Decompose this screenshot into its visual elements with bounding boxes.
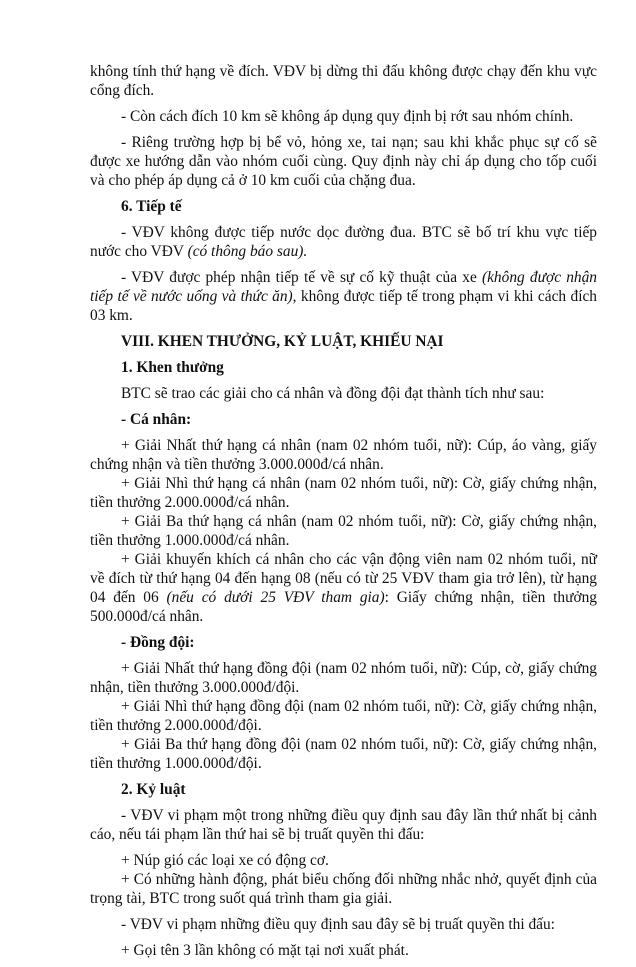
text: - VĐV được phép nhận tiếp tế về sự cố kỹ thuật của xe — [121, 269, 482, 286]
paragraph-continuation: không tính thứ hạng về đích. VĐV bị dừng thi đấu không được chạy đến khu vực cổng đích. — [90, 63, 597, 99]
text: - VĐV không được tiếp nước dọc đường đua. BTC sẽ bố trí khu vực tiếp nước cho VĐV — [90, 224, 597, 260]
paragraph-technical-support — [90, 268, 597, 325]
award-individual-3: + Giải Ba thứ hạng cá nhân (nam 02 nhóm tuổi, nữ): Cờ, giấy chứng nhận, tiền thưởng 1.000.000đ/cá nhân. — [90, 513, 597, 549]
text: , không được tiếp tế trong phạm vi khi cách đích 03 km. — [90, 288, 598, 324]
rule-item-2: + Có những hành động, phát biểu chống đối những nhắc nhở, quyết định của trọng tài, BTC trong suốt quá trình tham gia giải. — [90, 871, 597, 907]
heading-ca-nhan: - Cá nhân: — [121, 411, 192, 428]
award-team-3: + Giải Ba thứ hạng đồng đội (nam 02 nhóm tuổi, nữ): Cờ, giấy chứng nhận, tiền thưởng 1.000.000đ/đội. — [90, 736, 597, 772]
heading-dong-doi: - Đồng đội: — [121, 634, 195, 651]
paragraph-warning-rules: - VĐV vi phạm một trong những điều quy định sau đây lần thứ nhất bị cảnh cáo, nếu tái phạm lần thứ hai sẽ bị truất quyền thi đấu: — [90, 807, 597, 843]
heading-tiep-te: 6. Tiếp tế — [121, 198, 182, 215]
paragraph-breakdown-rule: - Riêng trường hợp bị bể vỏ, hỏng xe, tai nạn; sau khi khắc phục sự cố sẽ được xe hướng dẫn vào nhóm cuối cùng. Quy định này chỉ áp dụng cho tốp cuối và cho phép áp dụng cả ở 10 km cuối của chặng đua. — [90, 134, 597, 189]
note-italic: (không được nhận tiếp tế về nước uống và thức ăn) — [90, 269, 597, 305]
award-team-2: + Giải Nhì thứ hạng đồng đội (nam 02 nhóm tuổi, nữ): Cờ, giấy chứng nhận, tiền thưởng 2.000.000đ/đội. — [90, 698, 597, 734]
note-italic: (nếu có dưới 25 VĐV tham gia) — [166, 589, 385, 606]
paragraph-awards-intro: BTC sẽ trao các giải cho cá nhân và đồng đội đạt thành tích như sau: — [121, 385, 545, 402]
heading-section-viii: VIII. KHEN THƯỞNG, KỶ LUẬT, KHIẾU NẠI — [121, 333, 444, 350]
award-individual-1: + Giải Nhất thứ hạng cá nhân (nam 02 nhóm tuổi, nữ): Cúp, áo vàng, giấy chứng nhận và tiền thưởng 3.000.000đ/cá nhân. — [90, 437, 597, 473]
heading-khen-thuong: 1. Khen thưởng — [121, 359, 224, 376]
note-italic: (có thông báo sau). — [187, 243, 308, 260]
rule-item-1: + Núp gió các loại xe có động cơ. — [121, 852, 329, 869]
award-encouragement — [90, 550, 597, 626]
document-page — [90, 62, 597, 967]
award-individual-2: + Giải Nhì thứ hạng cá nhân (nam 02 nhóm tuổi, nữ): Cờ, giấy chứng nhận, tiền thưởng 2.000.000đ/cá nhân. — [90, 475, 597, 511]
rule-item-3: + Gọi tên 3 lần không có mặt tại nơi xuất phát. — [121, 942, 409, 959]
paragraph-disqualification-rules: - VĐV vi phạm những điều quy định sau đây sẽ bị truất quyền thi đấu: — [121, 916, 555, 933]
text: + Giải khuyến khích cá nhân cho các vận động viên nam 02 nhóm tuổi, nữ về đích từ thứ hạng 04 đến hạng 08 (nếu có từ 25 VĐV tham gia trở lên), từ hạng 04 đến 06 — [90, 551, 597, 606]
paragraph-final-10km: - Còn cách đích 10 km sẽ không áp dụng quy định bị rớt sau nhóm chính. — [121, 108, 574, 125]
text: : Giấy chứng nhận, tiền thưởng 500.000đ/cá nhân. — [90, 589, 597, 625]
heading-ky-luat: 2. Kỷ luật — [121, 781, 186, 798]
award-team-1: + Giải Nhất thứ hạng đồng đội (nam 02 nhóm tuổi, nữ): Cúp, cờ, giấy chứng nhận, tiền thưởng 3.000.000đ/đội. — [90, 660, 597, 696]
paragraph-water-supply — [90, 223, 597, 261]
